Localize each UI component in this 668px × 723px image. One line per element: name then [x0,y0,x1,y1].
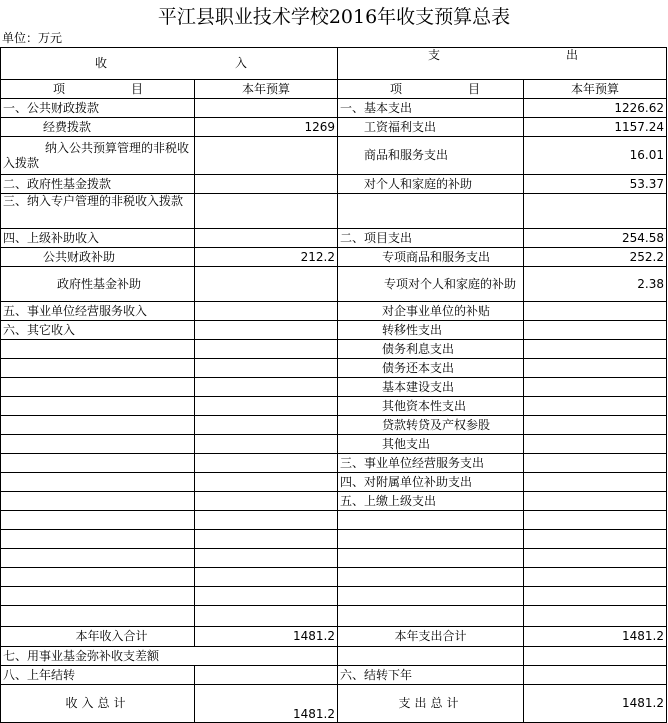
table-row [1,378,667,397]
table-row [1,606,667,627]
expense-item: 二、项目支出 [338,229,524,248]
table-row [1,435,667,454]
expense-item: 基本建设支出 [338,378,524,397]
income-item [1,359,195,378]
expense-item: 商品和服务支出 [338,137,524,175]
table-row [1,267,667,302]
expense-budget-header: 本年预算 [524,80,667,99]
table-row [1,194,667,229]
expense-value: 16.01 [524,137,667,175]
table-row [1,118,667,137]
expense-item: 贷款转贷及产权参股 [338,416,524,435]
income-value [195,321,338,340]
expense-subtotal-value: 1481.2 [524,627,667,647]
table-row [1,416,667,435]
expense-value [524,194,667,229]
grand-expense-label: 支出总计 [338,685,524,723]
income-item [1,340,195,359]
expense-value [524,340,667,359]
expense-value [524,302,667,321]
income-header [1,48,338,80]
budget-table [0,47,667,723]
income-value [195,359,338,378]
income-value [195,454,338,473]
income-value: 1269 [195,118,338,137]
grand-expense-value: 1481.2 [524,685,667,723]
expense-item: 对个人和家庭的补助 [338,175,524,194]
expense-value [524,416,667,435]
table-row [1,530,667,549]
expense-item: 工资福利支出 [338,118,524,137]
income-item [1,397,195,416]
table-row [1,321,667,340]
table-row [1,175,667,194]
expense-header-char2: 出 [566,48,579,62]
expense-item: 六、结转下年 [338,666,524,685]
expense-value: 53.37 [524,175,667,194]
table-row [1,248,667,267]
income-budget-header: 本年预算 [195,80,338,99]
income-subtotal-value: 1481.2 [195,627,338,647]
income-value [195,435,338,454]
income-header-char1: 收 [95,56,108,70]
grand-total-row [1,685,667,723]
income-item-header [1,80,195,99]
income-value [195,416,338,435]
item-header-char2: 目 [131,81,144,96]
table-row [1,473,667,492]
table-row [1,397,667,416]
expense-item: 其他资本性支出 [338,397,524,416]
table-row [1,492,667,511]
income-item [1,435,195,454]
income-item: 七、用事业基金弥补收支差额 [1,647,338,666]
expense-item: 四、对附属单位补助支出 [338,473,524,492]
table-row [1,511,667,530]
expense-item [338,194,524,229]
income-item: 六、其它收入 [1,321,195,340]
expense-header-char1: 支 [428,48,441,62]
expense-item: 其他支出 [338,435,524,454]
income-item: 五、事业单位经营服务收入 [1,302,195,321]
grand-income-label: 收入总计 [1,685,195,723]
expense-item: 转移性支出 [338,321,524,340]
expense-value: 1226.62 [524,99,667,118]
income-item: 四、上级补助收入 [1,229,195,248]
expense-item: 五、上缴上级支出 [338,492,524,511]
expense-value: 252.2 [524,248,667,267]
income-item: 公共财政补助 [1,248,195,267]
income-header-char2: 入 [235,56,248,70]
expense-value [524,473,667,492]
expense-item: 专项对个人和家庭的补助 [338,267,524,302]
income-value [195,267,338,302]
expense-value [524,435,667,454]
income-item: 政府性基金补助 [1,267,195,302]
table-row [1,587,667,606]
expense-value: 2.38 [524,267,667,302]
expense-value [524,397,667,416]
income-value [195,229,338,248]
expense-value [524,359,667,378]
income-item [1,473,195,492]
expense-item: 专项商品和服务支出 [338,248,524,267]
income-value [195,137,338,175]
table-row [1,229,667,248]
income-item: 一、公共财政拨款 [1,99,195,118]
expense-item: 对企事业单位的补贴 [338,302,524,321]
table-row [1,666,667,685]
income-item [1,454,195,473]
expense-item: 三、事业单位经营服务支出 [338,454,524,473]
income-value [195,473,338,492]
table-row [1,549,667,568]
table-row [1,359,667,378]
income-item: 纳入公共预算管理的非税收入拨款 [1,137,195,175]
unit-label: 单位：万元 [2,31,63,45]
expense-item: 债务还本支出 [338,359,524,378]
income-value: 212.2 [195,248,338,267]
expense-value [524,492,667,511]
income-value [195,340,338,359]
income-value [195,378,338,397]
grand-income-value: 1481.2 [195,685,338,723]
income-subtotal-row [1,627,667,647]
item-header-char2: 目 [468,81,481,96]
income-value [195,492,338,511]
expense-value: 254.58 [524,229,667,248]
income-value [195,302,338,321]
item-header-char1: 项 [390,81,403,96]
item-header-char1: 项 [53,81,66,96]
income-value [195,99,338,118]
table-row [1,99,667,118]
table-row [1,647,667,666]
expense-subtotal-label: 本年支出合计 [338,627,524,647]
table-row [1,454,667,473]
table-row [1,302,667,321]
expense-item: 一、基本支出 [338,99,524,118]
income-item [1,378,195,397]
income-item: 八、上年结转 [1,666,195,685]
table-row [1,340,667,359]
income-item [1,492,195,511]
table-row [1,137,667,175]
page-title: 平江县职业技术学校2016年收支预算总表 [157,6,511,28]
expense-item: 债务利息支出 [338,340,524,359]
income-value [195,175,338,194]
income-value [195,397,338,416]
expense-value [524,321,667,340]
income-item: 二、政府性基金拨款 [1,175,195,194]
expense-value: 1157.24 [524,118,667,137]
table-row [1,568,667,587]
expense-value [524,454,667,473]
income-item [1,416,195,435]
income-item: 三、纳入专户管理的非税收入拨款 [1,194,195,229]
income-item: 经费拨款 [1,118,195,137]
expense-header [338,48,667,80]
income-subtotal-label: 本年收入合计 [1,627,195,647]
expense-item-header [338,80,524,99]
income-value [195,194,338,229]
expense-value [524,378,667,397]
